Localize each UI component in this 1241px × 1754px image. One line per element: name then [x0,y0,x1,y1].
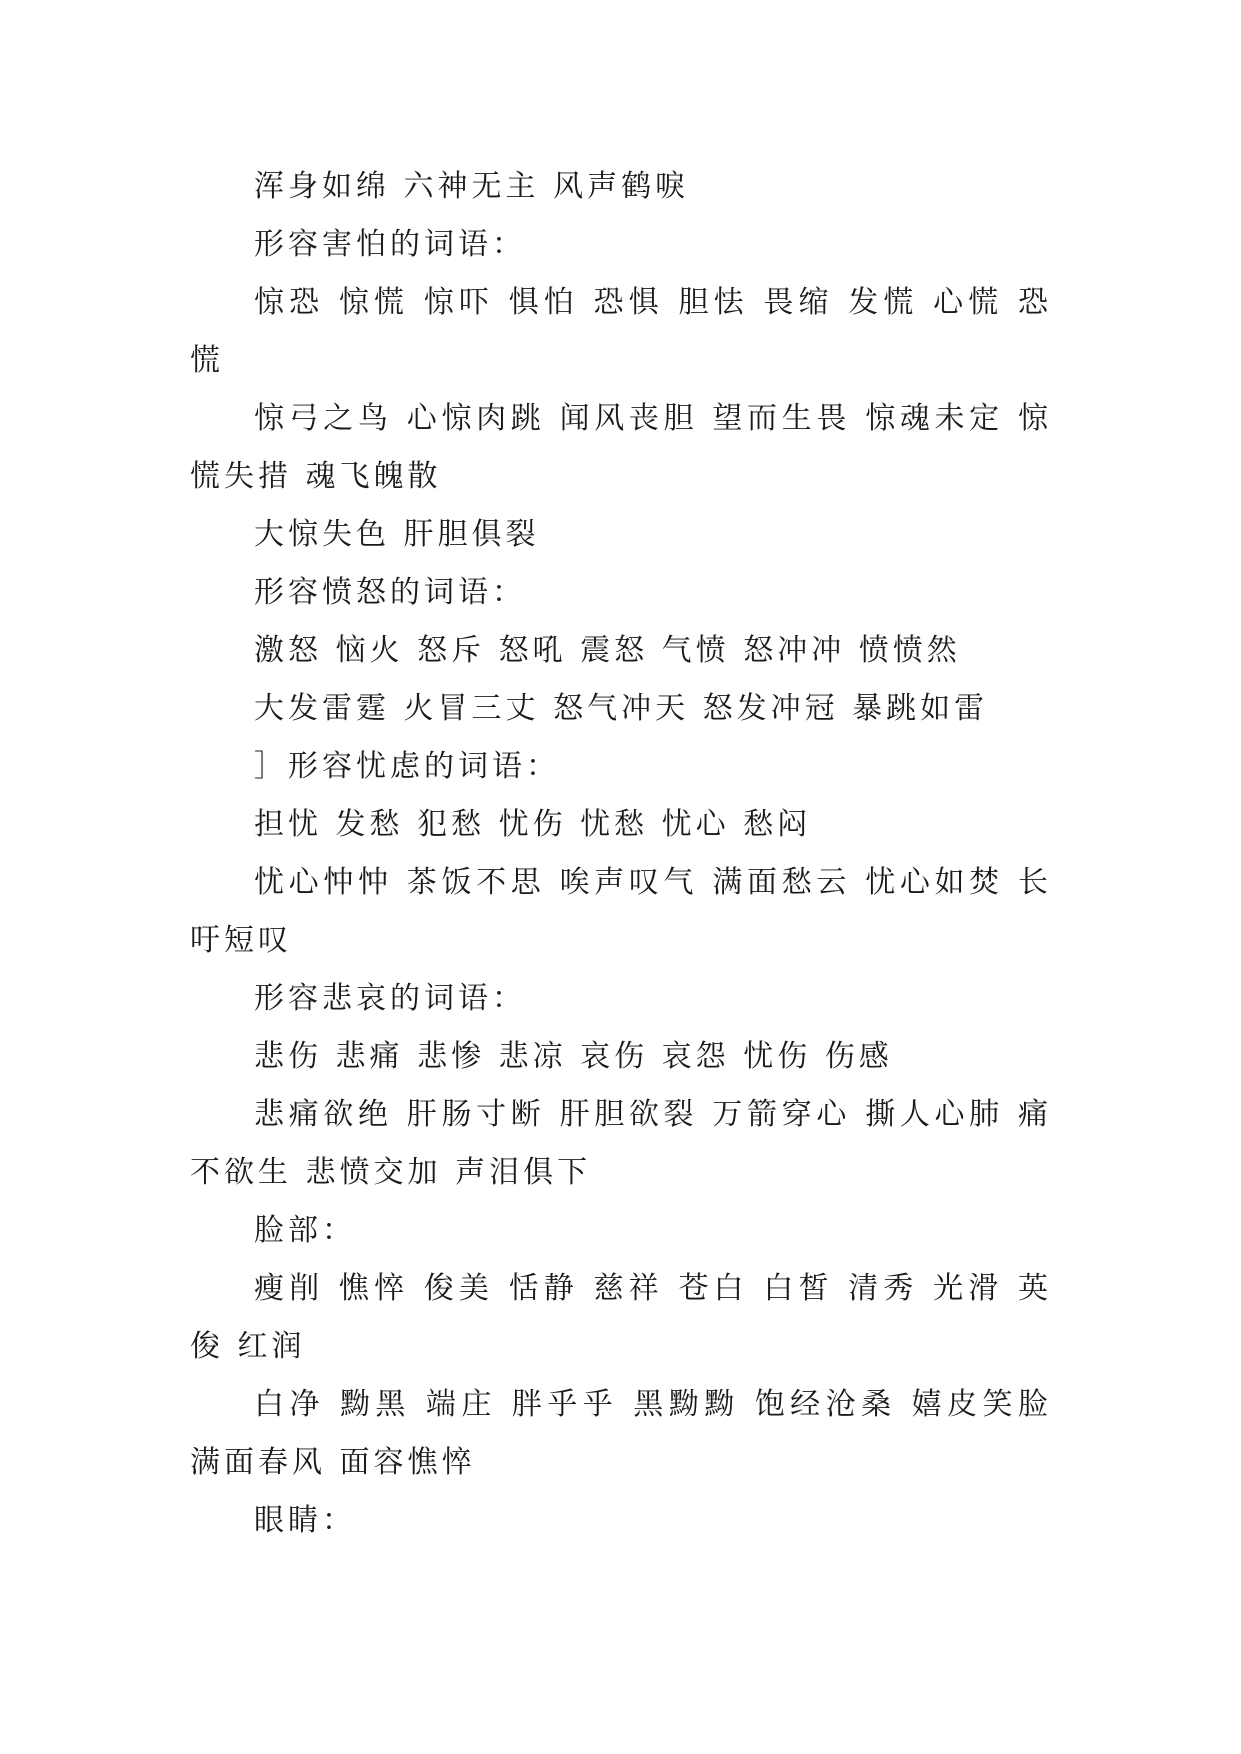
section-heading-sorrow: 形容悲哀的词语： [254,981,526,1016]
paragraph: 忧心忡忡 茶饭不思 唉声叹气 满面愁云 忧心如焚 长吁短叹 [190,865,1052,958]
paragraph: 大惊失色 肝胆俱裂 [254,517,540,552]
paragraph: 大发雷霆 火冒三丈 怒气冲天 怒发冲冠 暴跳如雷 [254,691,989,726]
section-heading-anger: 形容愤怒的词语： [254,575,526,610]
section-heading-face: 脸部： [254,1213,356,1248]
section-heading-eyes: 眼睛： [254,1503,356,1538]
paragraph: 浑身如绵 六神无主 风声鹤唳 [254,169,690,204]
paragraph: 瘦削 憔悴 俊美 恬静 慈祥 苍白 白皙 清秀 光滑 英俊 红润 [190,1271,1052,1364]
section-heading-fear: 形容害怕的词语： [254,227,526,262]
paragraph: 惊弓之鸟 心惊肉跳 闻风丧胆 望而生畏 惊魂未定 惊慌失措 魂飞魄散 [190,401,1052,494]
document-body [190,158,1052,1550]
paragraph: 悲痛欲绝 肝肠寸断 肝胆欲裂 万箭穿心 撕人心肺 痛不欲生 悲愤交加 声泪俱下 [190,1097,1052,1190]
paragraph: 惊恐 惊慌 惊吓 惧怕 恐惧 胆怯 畏缩 发慌 心慌 恐慌 [190,285,1052,378]
paragraph: 悲伤 悲痛 悲惨 悲凉 哀伤 哀怨 忧伤 伤感 [254,1039,893,1074]
paragraph: 白净 黝黑 端庄 胖乎乎 黑黝黝 饱经沧桑 嬉皮笑脸 满面春风 面容憔悴 [190,1387,1052,1480]
paragraph: 担忧 发愁 犯愁 忧伤 忧愁 忧心 愁闷 [254,807,812,842]
paragraph: 激怒 恼火 怒斥 怒吼 震怒 气愤 怒冲冲 愤愤然 [254,633,961,668]
section-heading-worry: ］形容忧虑的词语： [254,749,560,784]
